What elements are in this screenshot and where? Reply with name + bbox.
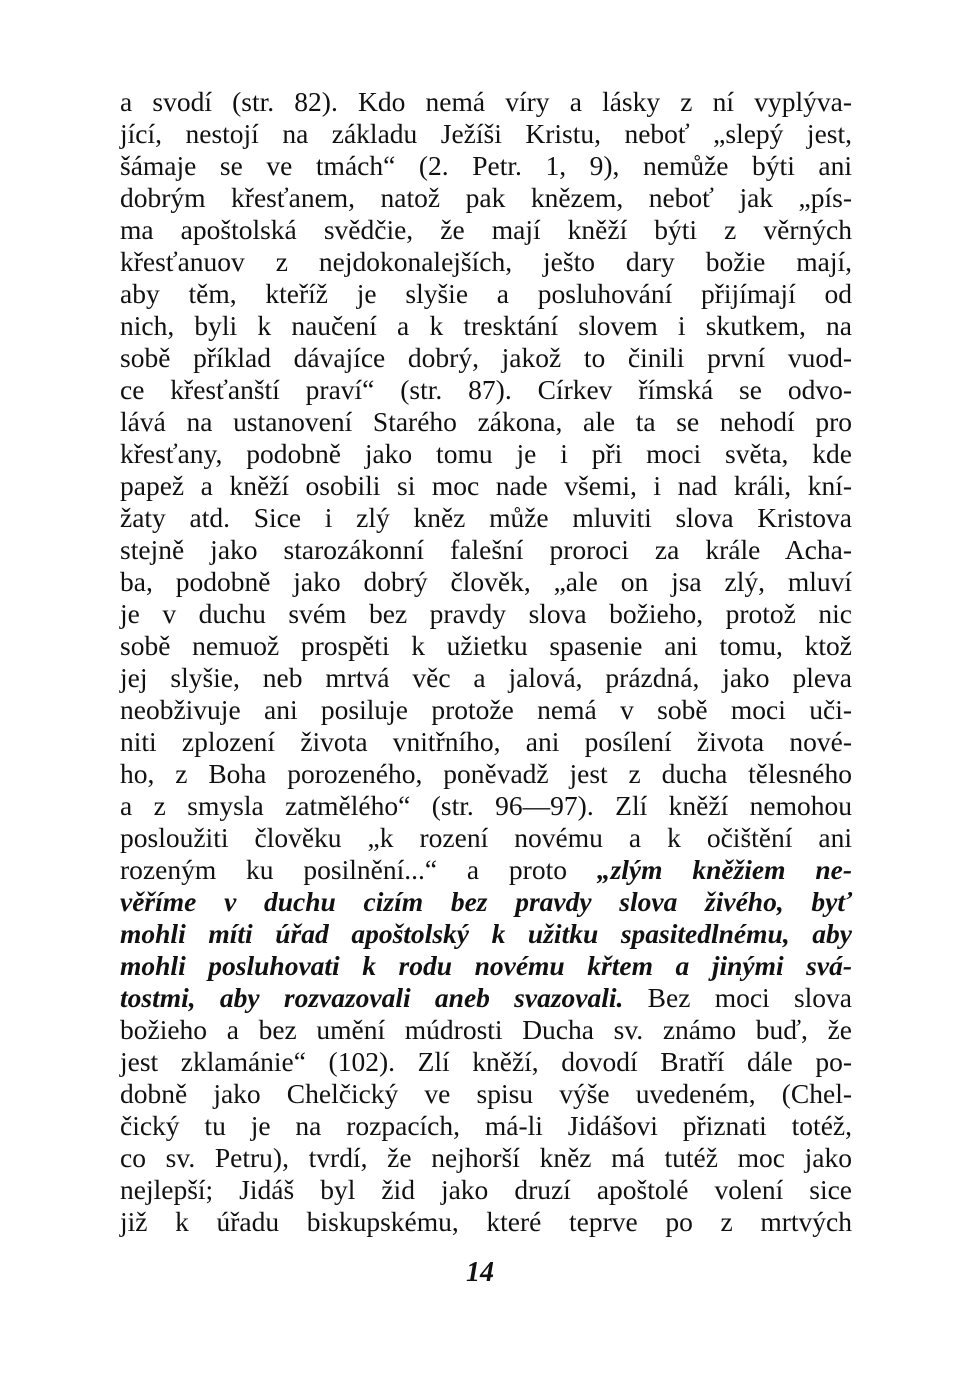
- text-line: křesťanuov z nejdokonalejších, ješto dary božie mají,: [120, 246, 852, 277]
- text-line: nejlepší; Jidáš byl žid jako druzí apoštolé volení sice: [120, 1174, 852, 1205]
- text-line: ma apoštolská svědčie, že mají kněží býti z věrných: [120, 214, 852, 245]
- text-line: sobě příklad dávajíce dobrý, jakož to činili první vuod-: [120, 342, 852, 373]
- text-line: co sv. Petru), tvrdí, že nejhorší kněz má tutéž moc jako: [120, 1142, 852, 1173]
- text-line: niti zplození života vnitřního, ani posílení života nové-: [120, 726, 852, 757]
- text-line: [120, 854, 852, 886]
- italic-quote-segment: věříme v duchu cizím bez pravdy slova živého, byť: [120, 886, 852, 917]
- text-line: jej slyšie, neb mrtvá věc a jalová, prázdná, jako pleva: [120, 662, 852, 693]
- text-line: dobrým křesťanem, natož pak knězem, neboť jak „pís-: [120, 182, 852, 213]
- text-line: a svodí (str. 82). Kdo nemá víry a lásky z ní vyplýva-: [120, 86, 852, 117]
- body-text: [120, 86, 852, 1238]
- text-line: čický tu je na rozpacích, má-li Jidášovi přiznati totéž,: [120, 1110, 852, 1141]
- text-line: [120, 982, 852, 1014]
- text-line: [120, 886, 852, 918]
- page-number: 14: [466, 1257, 494, 1288]
- italic-quote-segment: mohli posluhovati k rodu novému křtem a jinými svá-: [120, 950, 852, 981]
- text-line: lává na ustanovení Starého zákona, ale ta se nehodí pro: [120, 406, 852, 437]
- text-line: [120, 950, 852, 982]
- text-line: božieho a bez umění múdrosti Ducha sv. známo buď, že: [120, 1014, 852, 1045]
- text-line: a z smysla zatmělého“ (str. 96—97). Zlí kněží nemohou: [120, 790, 852, 821]
- text-line: posloužiti člověku „k rození novému a k očištění ani: [120, 822, 852, 853]
- italic-quote-segment: mohli míti úřad apoštolský k užitku spasitedlnému, aby: [120, 918, 852, 949]
- text-line: dobně jako Chelčický ve spisu výše uvedeném, (Chel-: [120, 1078, 852, 1109]
- text-line: žaty atd. Sice i zlý kněz může mluviti slova Kristova: [120, 502, 852, 533]
- text-line: [120, 918, 852, 950]
- text-line: ba, podobně jako dobrý člověk, „ale on jsa zlý, mluví: [120, 566, 852, 597]
- italic-quote-segment: „zlým kněžiem ne-: [596, 854, 852, 885]
- text-line: nich, byli k naučení a k tresktání slovem i skutkem, na: [120, 310, 852, 341]
- text-line: neobživuje ani posiluje protože nemá v sobě moci uči-: [120, 694, 852, 725]
- text-line: jest zklamánie“ (102). Zlí kněží, dovodí Bratří dále po-: [120, 1046, 852, 1077]
- text-line: šámaje se ve tmách“ (2. Petr. 1, 9), nemůže býti ani: [120, 150, 852, 181]
- text-line: křesťany, podobně jako tomu je i při moci světa, kde: [120, 438, 852, 469]
- text-line: stejně jako starozákonní falešní proroci za krále Acha-: [120, 534, 852, 565]
- text-line: aby těm, kteříž je slyšie a posluhování přijímají od: [120, 278, 852, 309]
- text-line: ce křesťanští praví“ (str. 87). Církev římská se odvo-: [120, 374, 852, 405]
- text-line: ho, z Boha porozeného, poněvadž jest z ducha tělesného: [120, 758, 852, 789]
- text-line: sobě nemuož prospěti k užietku spasenie ani tomu, ktož: [120, 630, 852, 661]
- italic-quote-segment: tostmi, aby rozvazovali aneb svazovali.: [120, 982, 624, 1013]
- text-line: jící, nestojí na základu Ježíši Kristu, neboť „slepý jest,: [120, 118, 852, 149]
- text-segment: rozeným ku posilnění...“ a proto: [120, 854, 597, 885]
- text-line: papež a kněží osobili si moc nade všemi, i nad králi, kní-: [120, 470, 852, 501]
- text-line: je v duchu svém bez pravdy slova božieho, protož nic: [120, 598, 852, 629]
- text-segment: Bez moci slova: [623, 982, 852, 1013]
- text-line: již k úřadu biskupskému, které teprve po z mrtvých: [120, 1206, 852, 1237]
